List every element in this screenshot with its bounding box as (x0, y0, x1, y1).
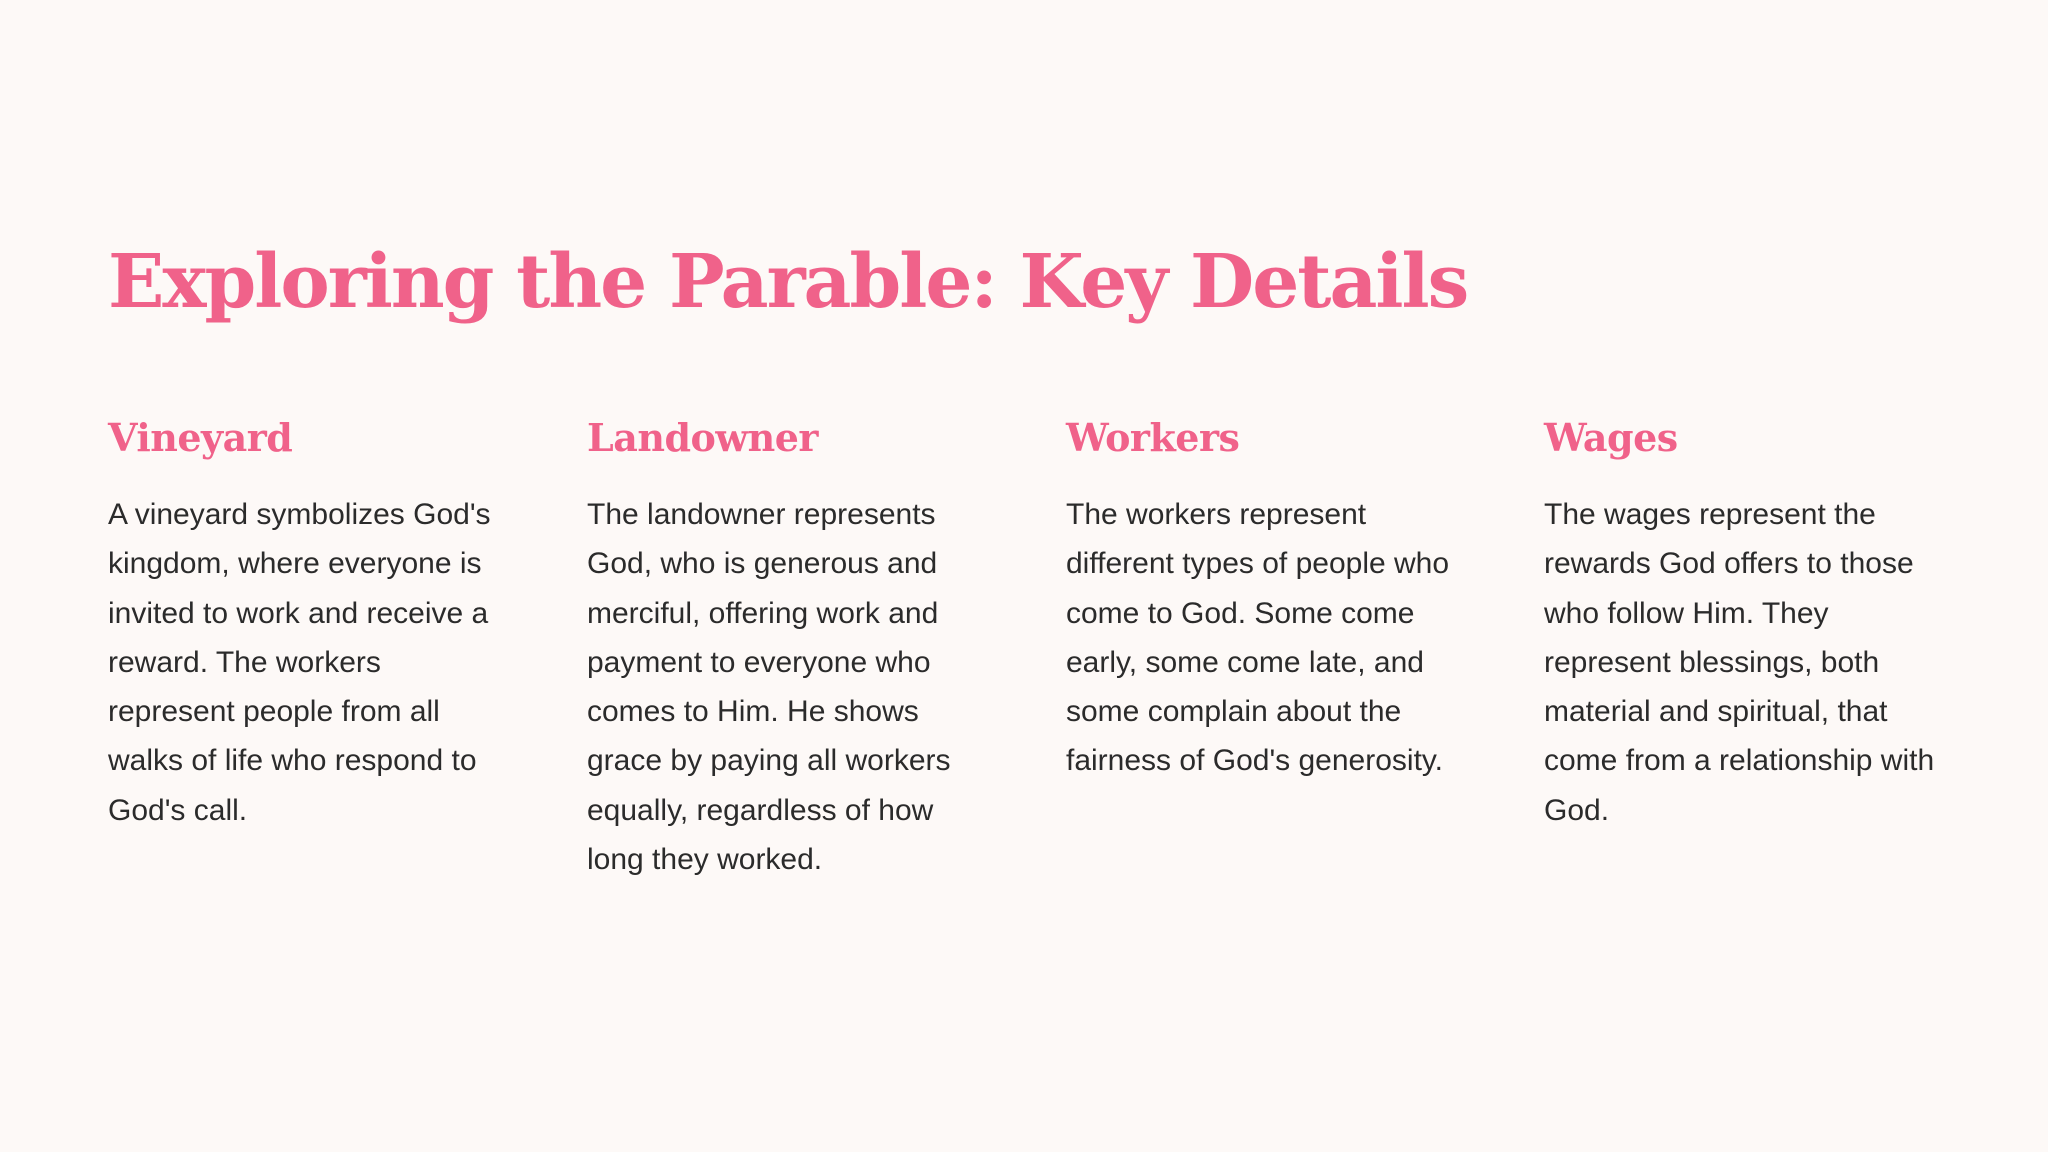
column-heading: Vineyard (108, 415, 293, 460)
column-body: The landowner represents God, who is generous and merciful, offering work and payment to everyone who comes to Him. He shows grace by paying all workers equally, regardless of how long they worked. (587, 498, 951, 877)
column-body: The workers represent different types of people who come to God. Some come early, some come late, and some complain about the fairness of God's generosity. (1066, 498, 1450, 778)
column-heading: Wages (1544, 415, 1678, 460)
detail-column-landowner (587, 410, 987, 884)
column-body: A vineyard symbolizes God's kingdom, where everyone is invited to work and receive a reward. The workers represent people from all walks of life who respond to God's call. (108, 498, 491, 827)
slide-title: Exploring the Parable: Key Details (108, 239, 1468, 325)
detail-column-wages (1544, 410, 1944, 835)
detail-column-vineyard (108, 410, 508, 835)
column-heading: Landowner (587, 415, 818, 460)
column-body: The wages represent the rewards God offers to those who follow Him. They represent blessings, both material and spiritual, that come from a relationship with God. (1544, 498, 1935, 827)
column-heading: Workers (1066, 415, 1240, 460)
detail-column-workers (1066, 410, 1466, 786)
